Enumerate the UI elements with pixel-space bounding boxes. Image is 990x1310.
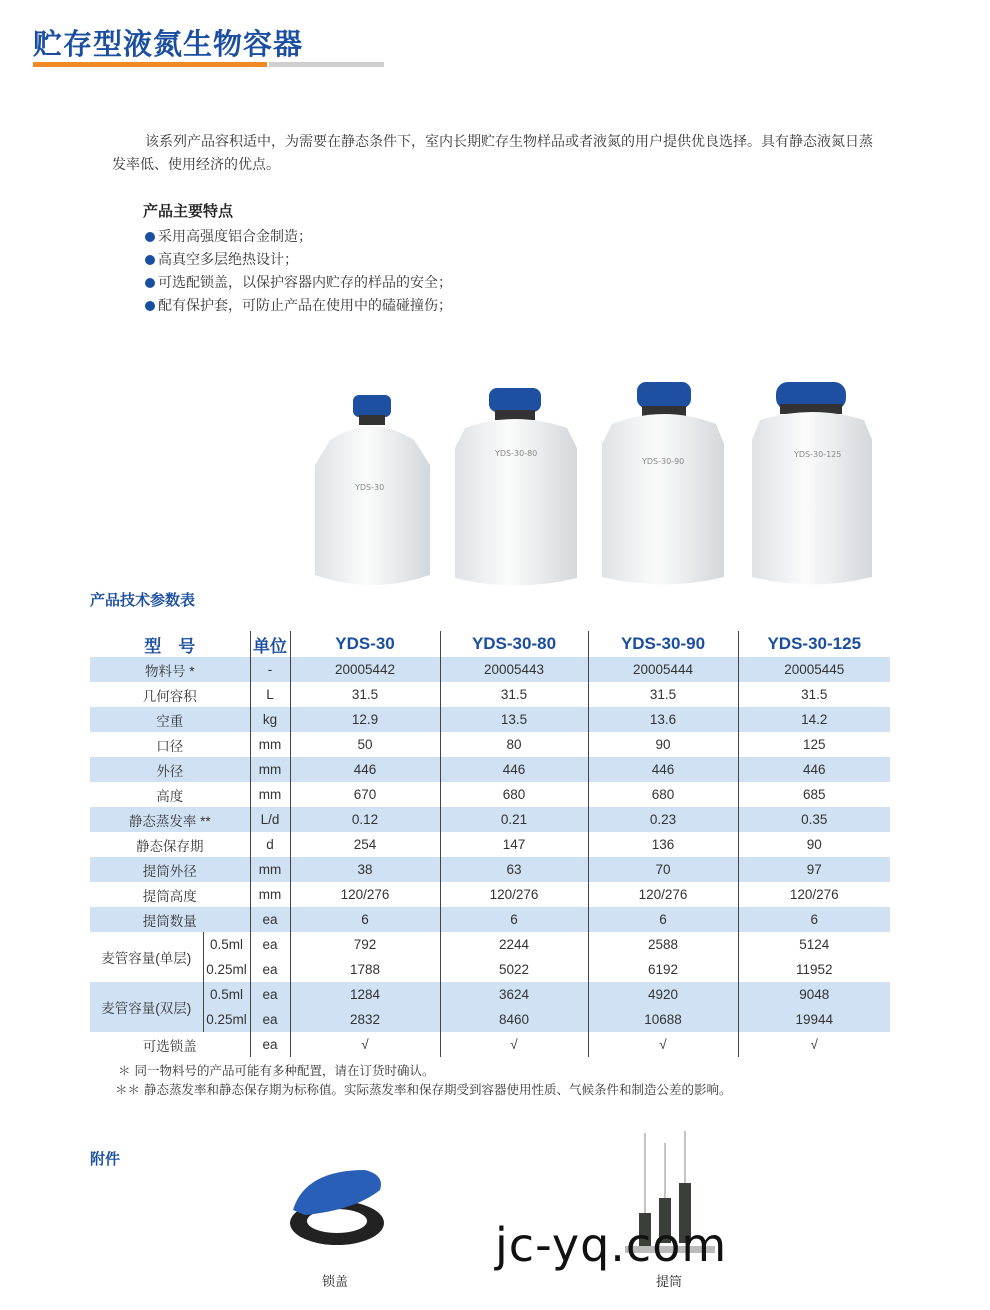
table-cell: 90 <box>588 732 738 757</box>
unit-cell: ea <box>250 982 290 1007</box>
table-row <box>90 1007 890 1032</box>
tank-label: YDS-30-125 <box>794 450 842 459</box>
table-cell: 446 <box>440 757 588 782</box>
table-cell: 19944 <box>738 1007 890 1032</box>
table-cell: 6 <box>440 907 588 932</box>
table-cell: 6 <box>738 907 890 932</box>
table-header-row <box>90 631 890 657</box>
feature-text: 采用高强度铝合金制造； <box>158 229 312 245</box>
row-label: 麦管容量(单层) <box>101 951 192 966</box>
unit-cell: mm <box>250 782 290 807</box>
row-label: 提筒数量 <box>90 907 250 932</box>
header-model-col: YDS-30-125 <box>738 631 890 657</box>
table-row <box>90 657 890 682</box>
table-cell: 5022 <box>440 957 588 982</box>
table-cell: 2588 <box>588 932 738 957</box>
unit-cell: mm <box>250 857 290 882</box>
check-cell: √ <box>738 1032 890 1057</box>
table-row <box>90 1032 890 1057</box>
table-cell: 31.5 <box>440 682 588 707</box>
footnote: ＊ 同一物料号的产品可能有多种配置，请在订货时确认。 <box>118 1063 435 1078</box>
header-model-col: YDS-30-80 <box>440 631 588 657</box>
table-cell: 80 <box>440 732 588 757</box>
tank-label: YDS-30 <box>355 483 385 492</box>
table-cell: 31.5 <box>588 682 738 707</box>
table-row <box>90 757 890 782</box>
tank-yds-30-125 <box>752 382 872 585</box>
accessory-caption: 锁盖 <box>322 1275 349 1290</box>
table-cell: 136 <box>588 832 738 857</box>
spec-table-heading: 产品技术参数表 <box>90 591 196 609</box>
spec-table <box>90 631 890 1057</box>
table-cell: 0.21 <box>440 807 588 832</box>
table-cell: 670 <box>290 782 440 807</box>
unit-cell: L/d <box>250 807 290 832</box>
unit-cell: mm <box>250 732 290 757</box>
check-cell: √ <box>290 1032 440 1057</box>
table-row <box>90 932 890 957</box>
table-cell: 38 <box>290 857 440 882</box>
row-label: 高度 <box>156 788 184 804</box>
unit-cell: ea <box>250 1032 290 1057</box>
tank-yds-30-80 <box>455 388 577 586</box>
table-cell: 31.5 <box>738 682 890 707</box>
table-cell: 13.6 <box>588 707 738 732</box>
check-cell: √ <box>440 1032 588 1057</box>
table-cell: 0.23 <box>588 807 738 832</box>
table-cell: 1788 <box>290 957 440 982</box>
table-cell: 5124 <box>738 932 890 957</box>
bullet-icon <box>145 278 155 288</box>
title-underline-gray <box>269 62 384 67</box>
table-cell: 680 <box>588 782 738 807</box>
table-cell: 70 <box>588 857 738 882</box>
row-label: 静态蒸发率 ** <box>90 807 250 832</box>
table-cell: 13.5 <box>440 707 588 732</box>
tank-yds-30-90 <box>602 382 724 585</box>
table-cell: 6192 <box>588 957 738 982</box>
table-row <box>90 807 890 832</box>
table-cell: 2832 <box>290 1007 440 1032</box>
footnote: ＊＊ 静态蒸发率和静态保存期为标称值。实际蒸发率和保存期受到容器使用性质、气候条件和制造公差的影响。 <box>115 1082 732 1097</box>
table-cell: 446 <box>290 757 440 782</box>
feature-item <box>145 272 452 292</box>
unit-cell: kg <box>250 707 290 732</box>
table-cell: 446 <box>588 757 738 782</box>
table-row <box>90 907 890 932</box>
product-tanks-image <box>300 380 890 595</box>
table-cell: 0.12 <box>290 807 440 832</box>
unit-cell: ea <box>250 907 290 932</box>
header-unit: 单位 <box>250 631 290 657</box>
table-row <box>90 882 890 907</box>
table-cell: 0.35 <box>738 807 890 832</box>
row-label: 物料号 * <box>90 657 250 682</box>
table-row <box>90 857 890 882</box>
unit-cell: - <box>250 657 290 682</box>
table-cell: 20005442 <box>290 657 440 682</box>
table-cell: 1284 <box>290 982 440 1007</box>
table-cell: 20005444 <box>588 657 738 682</box>
table-cell: 6 <box>588 907 738 932</box>
table-cell: 11952 <box>738 957 890 982</box>
unit-cell: L <box>250 682 290 707</box>
table-cell: 254 <box>290 832 440 857</box>
accessories-heading: 附件 <box>90 1150 121 1168</box>
row-label: 口径 <box>156 738 184 754</box>
table-cell: 97 <box>738 857 890 882</box>
table-row <box>90 682 890 707</box>
sub-label: 0.25ml <box>203 1007 250 1032</box>
tank-label: YDS-30-90 <box>642 457 685 466</box>
unit-cell: d <box>250 832 290 857</box>
row-label: 麦管容量(双层) <box>90 982 203 1032</box>
header-model-col: YDS-30 <box>290 631 440 657</box>
table-cell: 2244 <box>440 932 588 957</box>
table-cell: 6 <box>290 907 440 932</box>
feature-item <box>145 249 298 269</box>
lock-lid-image <box>285 1165 390 1255</box>
table-row <box>90 732 890 757</box>
unit-cell: ea <box>250 1007 290 1032</box>
row-label: 静态保存期 <box>136 838 204 854</box>
table-cell: 12.9 <box>290 707 440 732</box>
page-title: 贮存型液氮生物容器 <box>33 27 304 61</box>
row-label: 提筒外径 <box>90 857 250 882</box>
table-cell: 792 <box>290 932 440 957</box>
watermark: jc-yq.com <box>495 1218 728 1272</box>
feature-text: 配有保护套，可防止产品在使用中的磕碰撞伤； <box>158 298 452 314</box>
tank-label: YDS-30-80 <box>495 449 538 458</box>
row-label: 几何容积 <box>142 688 197 704</box>
table-cell: 685 <box>738 782 890 807</box>
table-cell: 9048 <box>738 982 890 1007</box>
table-cell: 4920 <box>588 982 738 1007</box>
table-row <box>90 707 890 732</box>
table-cell: 147 <box>440 832 588 857</box>
tank-yds-30 <box>315 395 430 585</box>
header-model-col: YDS-30-90 <box>588 631 738 657</box>
bullet-icon <box>145 255 155 265</box>
accessory-caption: 提筒 <box>656 1275 683 1290</box>
table-cell: 20005445 <box>738 657 890 682</box>
table-cell: 90 <box>738 832 890 857</box>
table-cell: 20005443 <box>440 657 588 682</box>
table-cell: 446 <box>738 757 890 782</box>
unit-cell: mm <box>250 882 290 907</box>
sub-label: 0.5ml <box>203 982 250 1007</box>
table-cell: 120/276 <box>290 882 440 907</box>
feature-item <box>145 295 452 315</box>
table-cell: 14.2 <box>738 707 890 732</box>
intro-paragraph: 该系列产品容积适中，为需要在静态条件下，室内长期贮存生物样品或者液氮的用户提供优良选择。具有静态液氮日蒸发率低、使用经济的优点。 <box>112 134 873 173</box>
features-heading: 产品主要特点 <box>143 202 234 220</box>
feature-text: 可选配锁盖，以保护容器内贮存的样品的安全； <box>158 275 452 291</box>
table-cell: 3624 <box>440 982 588 1007</box>
table-row <box>90 832 890 857</box>
table-cell: 10688 <box>588 1007 738 1032</box>
sub-label: 0.25ml <box>203 957 250 982</box>
table-cell: 63 <box>440 857 588 882</box>
bullet-icon <box>145 301 155 311</box>
unit-cell: ea <box>250 932 290 957</box>
table-cell: 8460 <box>440 1007 588 1032</box>
table-cell: 120/276 <box>440 882 588 907</box>
table-cell: 120/276 <box>738 882 890 907</box>
check-cell: √ <box>588 1032 738 1057</box>
table-row <box>90 957 890 982</box>
table-cell: 680 <box>440 782 588 807</box>
header-model: 型 号 <box>144 636 196 656</box>
row-label: 外径 <box>90 757 250 782</box>
table-row <box>90 982 890 1007</box>
table-cell: 120/276 <box>588 882 738 907</box>
table-cell: 125 <box>738 732 890 757</box>
sub-label: 0.5ml <box>203 932 250 957</box>
title-underline-accent <box>33 62 267 67</box>
row-label: 提筒高度 <box>142 888 197 904</box>
table-row <box>90 782 890 807</box>
feature-text: 高真空多层绝热设计； <box>158 252 298 268</box>
unit-cell: ea <box>250 957 290 982</box>
row-label: 空重 <box>90 707 250 732</box>
row-label: 可选锁盖 <box>142 1038 197 1054</box>
unit-cell: mm <box>250 757 290 782</box>
table-cell: 50 <box>290 732 440 757</box>
feature-item <box>145 226 312 246</box>
bullet-icon <box>145 232 155 242</box>
table-cell: 31.5 <box>290 682 440 707</box>
